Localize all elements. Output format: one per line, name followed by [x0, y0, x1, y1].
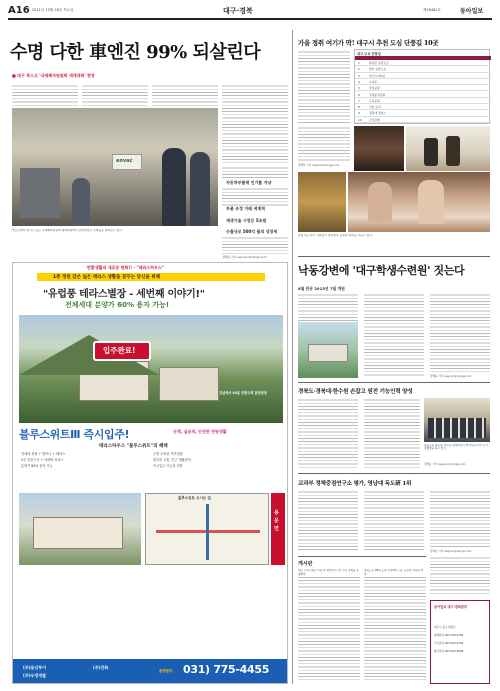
river-body-col1	[298, 293, 358, 321]
issue-date: 2011년 10월 28일 목요일	[32, 8, 74, 12]
table-cell-place: 대구스타디움	[369, 73, 386, 78]
headline-dokdo: 교과부 정책중점연구소 평가, 영남대 독도硏 1위	[298, 481, 412, 487]
table-cell-place: 달성공원	[369, 86, 380, 91]
table-cell-place: 팔공산 순환도로	[369, 61, 389, 65]
benefit-item: 즉시입주 가능한 현장	[153, 464, 183, 468]
masthead-rule	[8, 18, 492, 20]
nuclear-body-col2	[364, 398, 420, 470]
company-a: (주)용인투어	[23, 665, 46, 670]
bureau-line: 대구시 중구 태평로	[434, 626, 456, 629]
article-body-col6	[222, 187, 288, 207]
notice-body	[298, 569, 360, 681]
table-cell-rank: 10	[358, 117, 362, 122]
foliage-table	[354, 49, 490, 124]
table-cell-place: 두류공원	[369, 98, 380, 103]
villa-building	[33, 517, 123, 549]
agreement-photo	[424, 398, 490, 442]
foliage-body-col1	[298, 50, 350, 124]
page-number: A16	[8, 5, 30, 16]
autumn-road-photo	[298, 172, 346, 232]
table-cell-rank: 3	[358, 73, 360, 78]
boot-shape	[424, 138, 438, 166]
kimchi-photo	[348, 172, 490, 232]
agreement-caption: 경북도와 경북대, 한수원 관계자들이 협약식을 마친 뒤 기념촬영을 하고 있다.	[424, 444, 489, 451]
booth-sign-text: envac	[116, 158, 133, 164]
notice-title: 게시판	[298, 561, 313, 567]
ad-strip-text: 1층 정원 같은 넓은 테라스 생활을 꿈꾸는 당신을 위해	[53, 275, 160, 280]
subhead-river: 8월 완공 2013년 7월 개원	[298, 286, 345, 291]
issue-number: 제28462호	[423, 8, 441, 12]
notice-item: 대구 수성구청은 다음 달 1일부터 구민 건강 강좌를 운영한다.	[298, 569, 359, 576]
article-body-col4	[222, 84, 288, 164]
ad-top-tag: 반환생활의 새로운 변화!! - "테라스하우스"	[87, 265, 164, 270]
table-cell-rank: 1	[358, 61, 360, 65]
donga-bureau-box	[430, 600, 490, 684]
table-title: 대구 주요 단풍길	[357, 52, 381, 56]
ad-title-note: 산책, 실용적, 안전한 전원생활	[173, 429, 227, 434]
table-cell-rank: 7	[358, 98, 360, 103]
benefit-item: 분양가 60% 용자 가능	[21, 464, 53, 468]
nuclear-body-col1	[298, 398, 358, 470]
right-edge-body	[430, 556, 490, 596]
side-head-1: 자동차부품재 인기를 겨냥	[226, 180, 272, 185]
river-byline: 정해윤 기자 ewyoon@donga.com	[430, 375, 472, 378]
article-body-col2	[82, 84, 148, 106]
group-figures	[428, 418, 486, 438]
ad-house-photo	[19, 315, 283, 423]
engine-exhibition-photo	[12, 108, 218, 226]
paper-name: 동아일보	[460, 8, 484, 15]
table-cell-rank: 2	[358, 67, 360, 72]
person-figure	[72, 178, 90, 226]
side-head-2: 부품 조정 거래 세계적	[226, 206, 265, 211]
person-figure	[162, 148, 186, 226]
benefit-item: 전세대 정원 + 발코니 + 테라스	[21, 452, 66, 456]
river-body-col2	[364, 293, 424, 378]
side-head-4: 수출규모 500억 불의 성장세	[226, 229, 278, 234]
article-left-byline: 정해윤 기자 ewyoon@donga.com	[222, 255, 267, 259]
kimchi-photo-caption: 농협 대구본부 직원들이 정원에서 김장용 배추를 다듬고 있다.	[298, 234, 373, 237]
move-in-badge-text: 입주완료!	[103, 346, 136, 355]
table-body	[355, 60, 491, 124]
person-figure	[190, 152, 210, 226]
headline-engine: 수명 다한 車엔진 99% 되살린다	[10, 42, 261, 63]
bureau-title: 동아일보 대구·경북본부	[434, 605, 468, 609]
article-body-col3	[152, 84, 218, 106]
ad-villa-photo	[19, 493, 141, 565]
headline-river: 낙동강변에 '대구학생수련원' 짓는다	[298, 264, 465, 277]
headline-nuclear: 경북도·경북대·한수원 손잡고 원전 기능인력 양성	[298, 389, 413, 395]
section-rule	[298, 473, 490, 474]
table-cell-rank: 9	[358, 111, 360, 116]
masthead	[8, 4, 492, 18]
ad-map	[145, 493, 269, 565]
table-cell-place: 신천 둔치	[369, 105, 381, 110]
house-block	[159, 367, 219, 401]
boot-shape	[446, 136, 460, 166]
benefit-item: 편리한 교통, 인근 생활편의	[153, 458, 191, 462]
ad-brand: 테라스하우스 "블루스위트"의 혜택	[99, 444, 168, 449]
map-road	[206, 504, 209, 560]
ad-title: 블루스위트Ⅲ 즉시입주!	[19, 428, 130, 441]
map-title: 블루스위트 오시는 길	[178, 496, 211, 500]
dokdo-byline: 정해윤 기자 ewyoon@donga.com	[430, 550, 472, 553]
notice-board	[298, 556, 426, 684]
article-body-col1	[12, 84, 78, 106]
column-divider	[292, 30, 293, 684]
notice-item: 경북도는 28일 도청 강당에서 시군 공무원 교육을 연다.	[364, 569, 426, 577]
foliage-photo-boots	[406, 126, 490, 171]
table-cell-place: 금호강변	[369, 117, 380, 122]
table-cell-rank: 6	[358, 92, 360, 97]
dokdo-body-col2	[364, 490, 424, 552]
machine-block	[20, 168, 60, 218]
person-figure	[418, 180, 444, 224]
article-body-col5	[222, 166, 288, 180]
article-body-col7	[222, 236, 288, 254]
table-cell-rank: 8	[358, 105, 360, 110]
ad-side-tab-text: 용문면	[274, 510, 279, 532]
table-cell-rank: 5	[358, 86, 360, 91]
engine-photo-caption: 엑스코에서 열리고 있는 국제폐자원원회 세계대회에서 관계자들이 신제품을 살펴보고 있다.	[12, 229, 123, 232]
river-center-rendering	[298, 322, 358, 378]
table-cell-place: 수성못	[369, 79, 378, 84]
company-c: (주)건화	[93, 665, 109, 670]
headline-foliage: 가을 정취 여기가 딱! 대구시 추천 도심 단풍길 10곳	[298, 39, 439, 47]
phone-label: 분양문의	[159, 669, 173, 673]
phone-number: 031) 775-4455	[183, 663, 270, 676]
dokdo-body-col3	[430, 490, 490, 548]
ad-side-text: 강남에서 40분 전원주택 분양현장	[219, 391, 267, 395]
company-b: (주)우경개발	[23, 673, 46, 678]
section-rule	[298, 256, 490, 257]
section-title: 대구·경북	[223, 7, 253, 15]
bureau-line: 취재문의 053-756-6780	[434, 634, 464, 637]
table-cell-place: 앞산 순환도로	[369, 67, 387, 72]
terrace-house-ad	[12, 262, 288, 684]
benefit-item: 주변 수려한 자연경관	[153, 452, 183, 456]
table-cell-rank: 4	[358, 79, 360, 84]
foliage-byline: 정해윤 기자 ewyoon@donga.com	[298, 164, 340, 167]
subhead-engine: ■ 대구 북스고 '국제폐자원원회 세계대회' 현장	[12, 73, 95, 78]
nuclear-byline: 정해윤 기자 ewyoon@donga.com	[424, 463, 466, 466]
table-row	[355, 117, 491, 123]
benefit-item: 2층 복층구조 + 다락방 서비스	[21, 458, 64, 462]
building-block	[308, 344, 348, 362]
benefit-list	[21, 451, 283, 493]
river-body-col3	[430, 293, 490, 373]
foliage-photo-women	[354, 126, 404, 171]
section-rule	[298, 382, 490, 383]
table-cell-place: 국채보상공원	[369, 92, 386, 97]
dokdo-body-col1	[298, 490, 358, 552]
ad-headline: "유럽풍 테라스별장 - 세번째 이야기!"	[43, 289, 205, 300]
table-cell-place: 경북대 캠퍼스	[369, 111, 387, 116]
foliage-body-col2	[298, 126, 350, 162]
side-head-3: 재생기술 시장은 5조원	[226, 218, 267, 223]
person-figure	[368, 182, 392, 222]
notice-body	[364, 569, 426, 681]
bureau-line: 광고문의 053-252-0008	[434, 650, 464, 653]
bureau-line: 구독문의 053-252-6700	[434, 642, 464, 645]
ad-subheadline: 전체세대 분양가 60% 용자 가능!	[65, 301, 170, 309]
